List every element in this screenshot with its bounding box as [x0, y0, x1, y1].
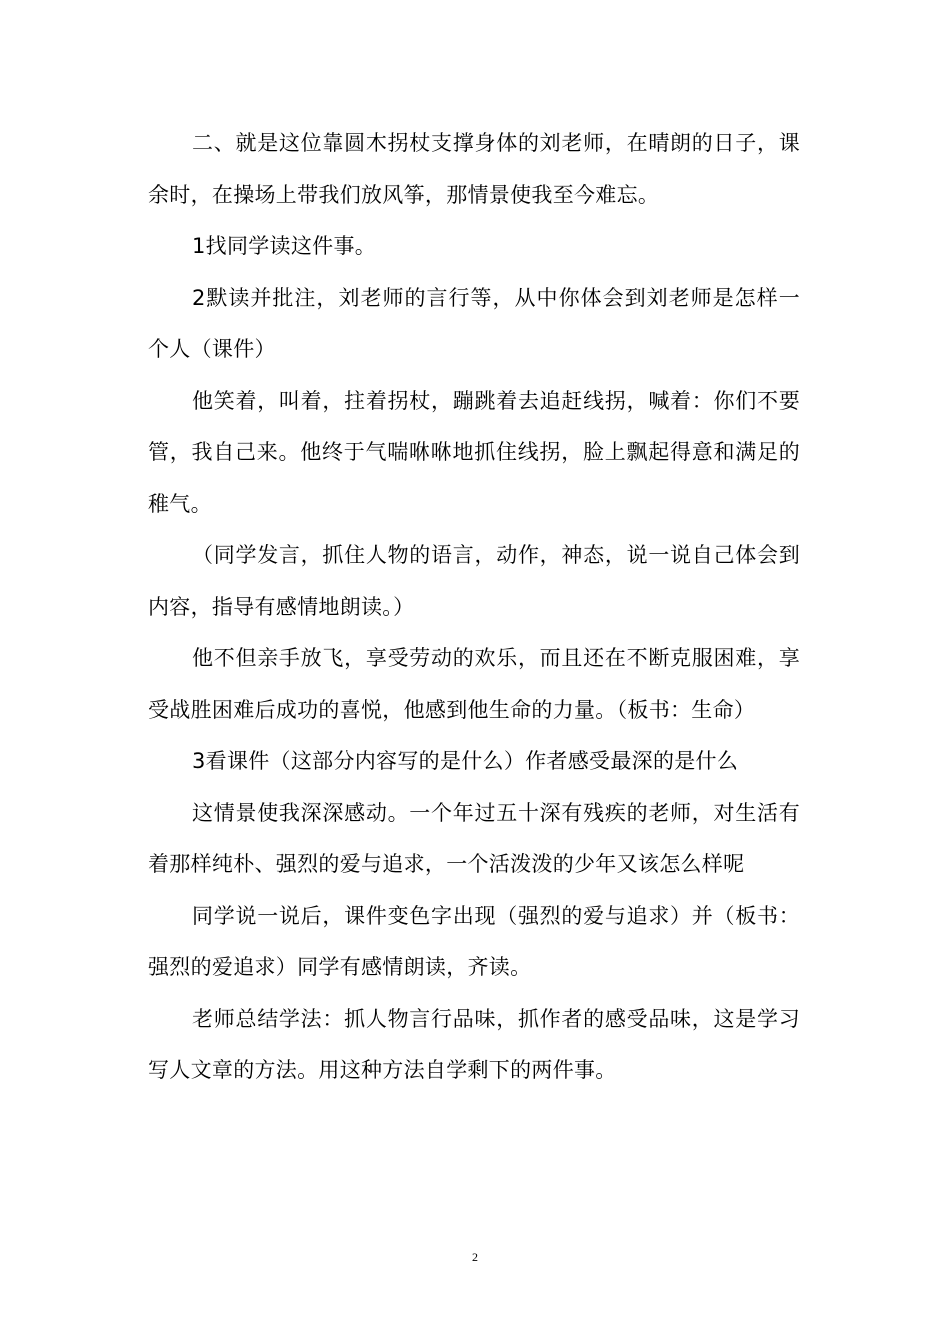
paragraph-summary-method: 老师总结学法：抓人物言行品味，抓作者的感受品味，这是学习写人文章的方法。用这种方法自学剩下的两件事。: [148, 1006, 800, 1082]
document-body: [148, 118, 800, 1097]
paragraph-kite-scene: 二、就是这位靠圆木拐杖支撑身体的刘老师，在晴朗的日子，课余时，在操场上带我们放风筝，那情景使我至今难忘。: [148, 131, 800, 207]
paragraph-step-1: 1找同学读这件事。: [192, 234, 377, 258]
paragraph-step-3: 3看课件（这部分内容写的是什么）作者感受最深的是什么: [192, 749, 739, 773]
paragraph-step-2: 2默读并批注，刘老师的言行等，从中你体会到刘老师是怎样一个人（课件）: [148, 285, 800, 361]
paragraph-quote-teacher: 他笑着，叫着，拄着拐杖，蹦跳着去追赶线拐，喊着：你们不要管，我自己来。他终于气喘咻咻地抓住线拐，脸上飘起得意和满足的稚气。: [148, 388, 800, 516]
paragraph-courseware-reading: 同学说一说后，课件变色字出现（强烈的爱与追求）并（板书：强烈的爱追求）同学有感情朗读，齐读。: [148, 903, 800, 979]
paragraph-life-power: 他不但亲手放飞，享受劳动的欢乐，而且还在不断克服困难，享受战胜困难后成功的喜悦，他感到他生命的力量。（板书：生命）: [148, 646, 800, 722]
page-number: 2: [472, 1250, 478, 1264]
paragraph-student-discussion: （同学发言，抓住人物的语言，动作，神态，说一说自己体会到内容，指导有感情地朗读。）: [148, 543, 800, 619]
paragraph-deeply-moved: 这情景使我深深感动。一个年过五十深有残疾的老师，对生活有着那样纯朴、强烈的爱与追求，一个活泼泼的少年又该怎么样呢: [148, 800, 800, 876]
